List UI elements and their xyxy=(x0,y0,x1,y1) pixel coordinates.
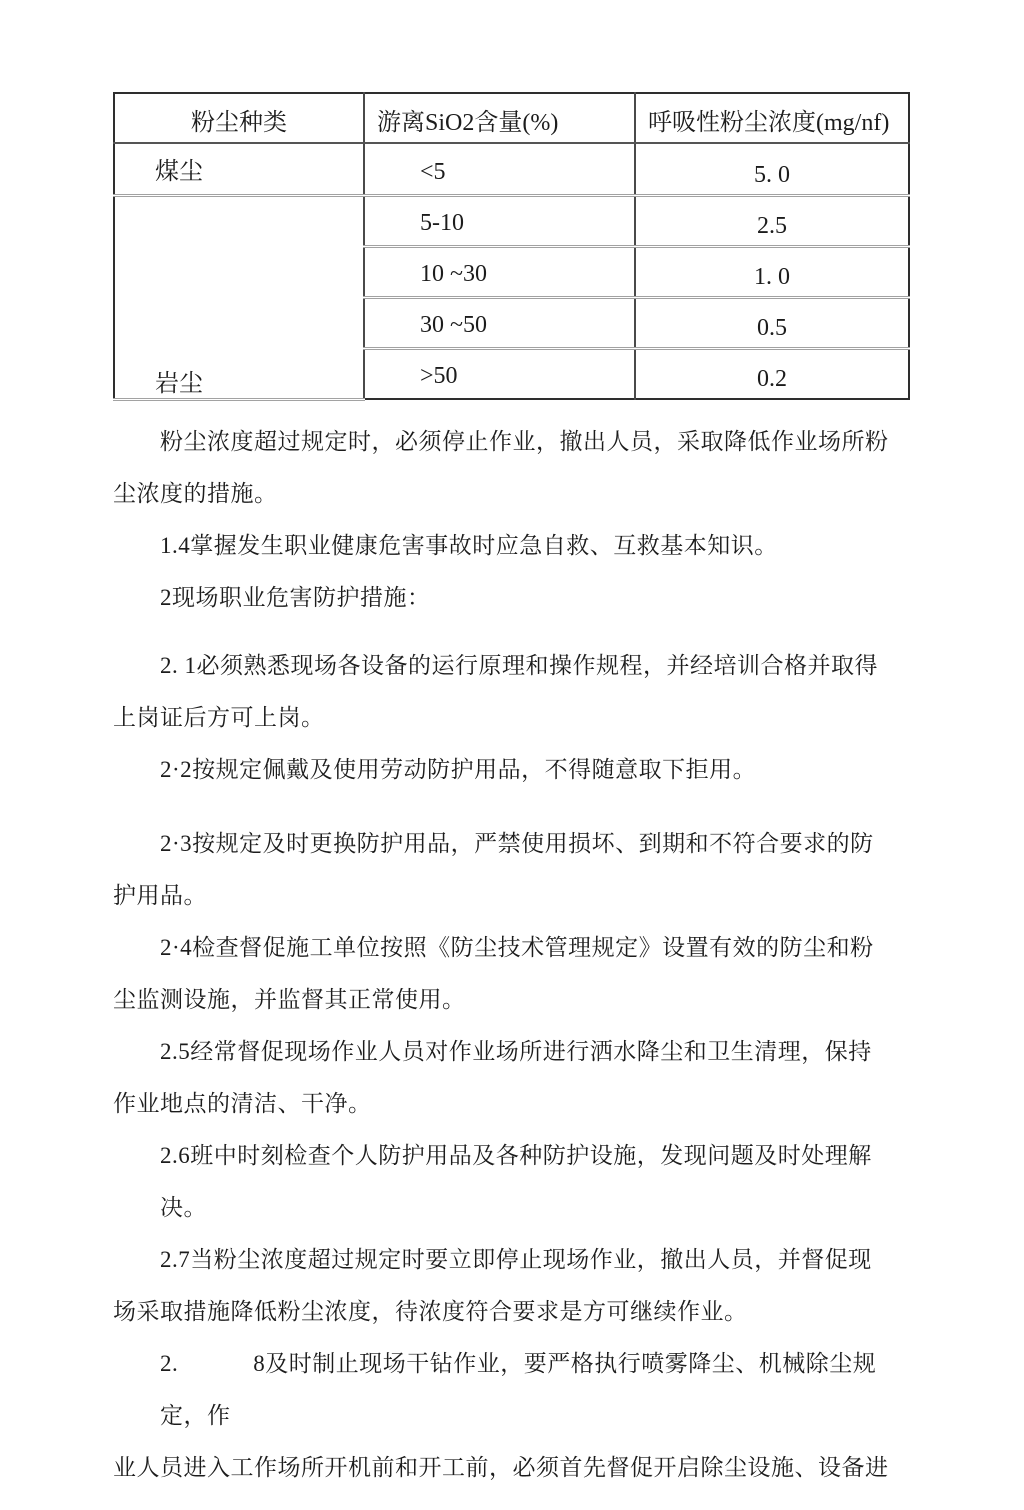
paragraph-line: 尘监测设施，并监督其正常使用。 xyxy=(113,986,466,1012)
paragraph-line-2-heading: 2现场职业危害防护措施： xyxy=(160,584,431,610)
paragraph-line-2-7: 2.7当粉尘浓度超过规定时要立即停止现场作业，撤出人员，并督促现 xyxy=(160,1246,872,1272)
table-header-row xyxy=(114,93,909,143)
paragraph-line-2-3: 2·3按规定及时更换防护用品，严禁使用损坏、到期和不符合要求的防 xyxy=(160,830,874,856)
cell-rock-concentration-2: 1. 0 xyxy=(635,246,909,297)
paragraph-line: 业人员进入工作场所开机前和开工前，必须首先督促开启除尘设施、设备进 xyxy=(113,1454,889,1480)
paragraph-line: 粉尘浓度超过规定时，必须停止作业，撤出人员，采取降低作业场所粉 xyxy=(160,428,889,454)
cell-coal-concentration: 5. 0 xyxy=(635,143,909,195)
cell-rock-concentration-3: 0.5 xyxy=(635,297,909,348)
paragraph-line-2-1: 2. 1必须熟悉现场各设备的运行原理和操作规程，并经培训合格并取得 xyxy=(160,652,878,678)
paragraph-line-2-4: 2·4检查督促施工单位按照《防尘技术管理规定》设置有效的防尘和粉 xyxy=(160,934,874,960)
cell-rock-dust-type: 岩尘 xyxy=(114,195,364,399)
document-page xyxy=(113,92,908,1494)
table-row-coal-dust xyxy=(114,143,909,195)
cell-coal-sio2: <5 xyxy=(364,143,635,195)
cell-rock-sio2-1: 5-10 xyxy=(364,195,635,246)
cell-rock-sio2-2: 10 ~30 xyxy=(364,246,635,297)
header-respirable-concentration: 呼吸性粉尘浓度(mg/nf) xyxy=(635,93,909,143)
dust-limits-table xyxy=(113,92,910,401)
document-body-text xyxy=(113,416,908,1494)
cell-rock-sio2-4: >50 xyxy=(364,348,635,399)
cell-rock-concentration-1: 2.5 xyxy=(635,195,909,246)
paragraph-line: 护用品。 xyxy=(113,882,207,908)
paragraph-line-2-2: 2·2按规定佩戴及使用劳动防护用品，不得随意取下拒用。 xyxy=(160,756,757,782)
cell-coal-dust-type: 煤尘 xyxy=(114,143,364,195)
paragraph-line: 上岗证后方可上岗。 xyxy=(113,704,325,730)
header-sio2-content: 游离SiO2含量(%) xyxy=(364,93,635,143)
header-dust-type: 粉尘种类 xyxy=(114,93,364,143)
paragraph-line: 场采取措施降低粉尘浓度，待浓度符合要求是方可继续作业。 xyxy=(113,1298,748,1324)
paragraph-line-1-4: 1.4掌握发生职业健康危害事故时应急自救、互救基本知识。 xyxy=(160,532,778,558)
paragraph-line-2-8: 2. 8及时制止现场干钻作业，要严格执行喷雾降尘、机械除尘规定，作 xyxy=(160,1350,877,1428)
cell-rock-concentration-4: 0.2 xyxy=(757,366,787,392)
paragraph-line-2-5: 2.5经常督促现场作业人员对作业场所进行洒水降尘和卫生清理，保持 xyxy=(160,1038,872,1064)
paragraph-line-2-6: 2.6班中时刻检查个人防护用品及各种防护设施，发现问题及时处理解 决。 xyxy=(160,1142,878,1220)
paragraph-line: 尘浓度的措施。 xyxy=(113,480,278,506)
cell-rock-sio2-3: 30 ~50 xyxy=(364,297,635,348)
table-row-rock-1 xyxy=(114,195,909,246)
paragraph-line: 作业地点的清洁、干净。 xyxy=(113,1090,372,1116)
